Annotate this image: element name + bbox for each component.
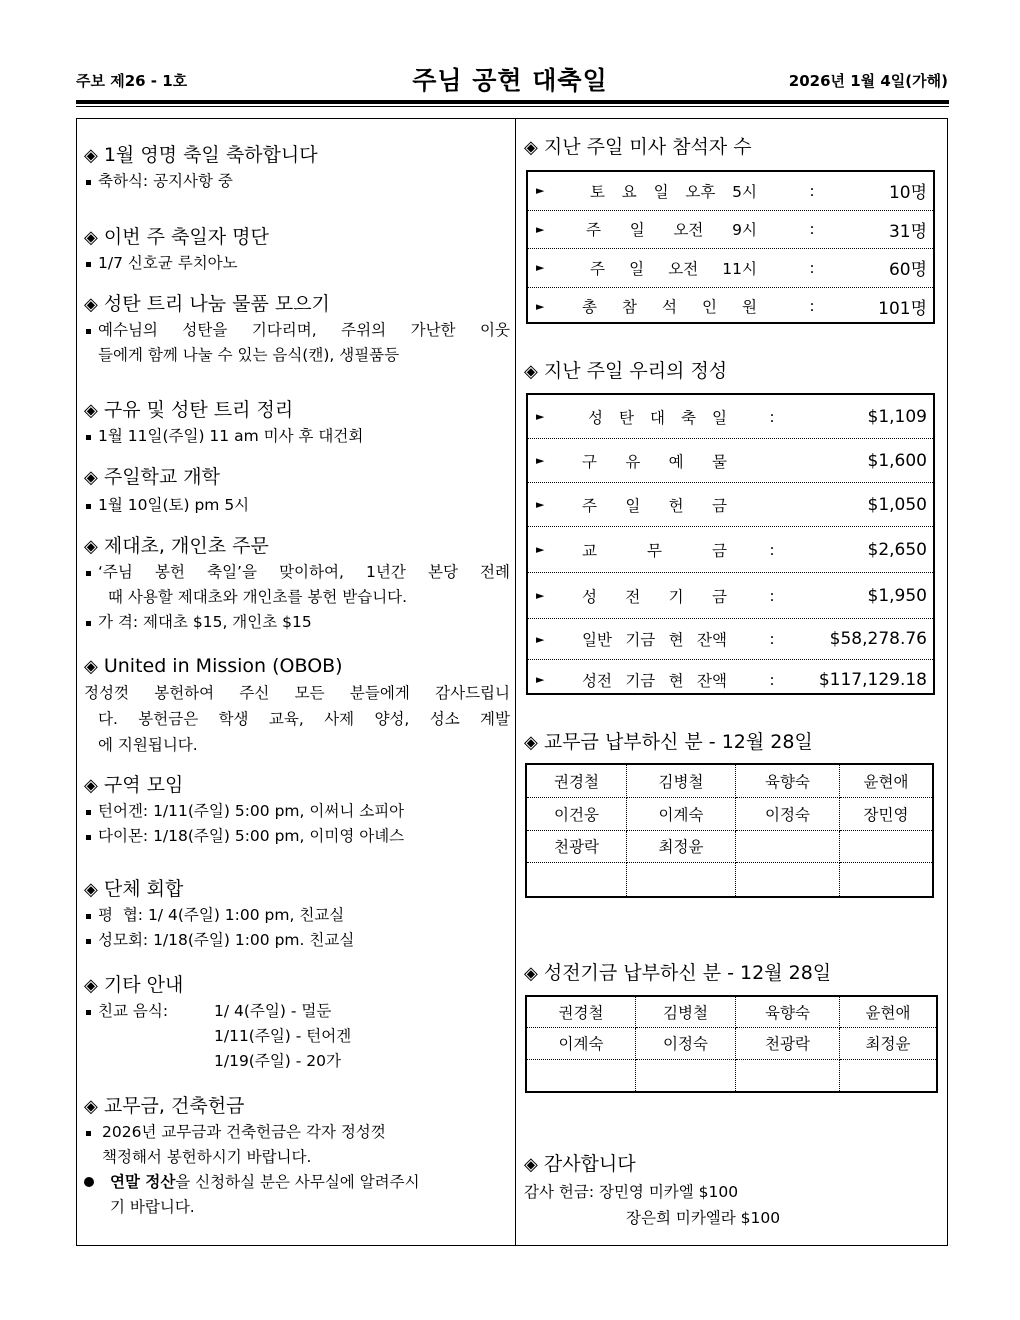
issue-date: 2026년 1월 4일(가해) bbox=[788, 72, 948, 90]
attendance-table bbox=[526, 170, 935, 324]
section-dues-building-fund bbox=[84, 1093, 510, 1220]
square-bullet-icon bbox=[86, 835, 91, 840]
attendance-value: 31명 bbox=[888, 221, 927, 242]
offering-balance-row bbox=[528, 660, 933, 699]
arrow-icon: ► bbox=[536, 299, 545, 313]
colon: : bbox=[769, 407, 775, 426]
page-title: 주님 공현 대축일 bbox=[412, 66, 608, 95]
item-text: 1월 10일(토) pm 5시 bbox=[98, 496, 250, 514]
item-text: 1/7 신호균 루치아노 bbox=[98, 254, 238, 272]
section-title: 성전기금 납부하신 분 - 12월 28일 bbox=[543, 962, 832, 984]
label-part: 일 bbox=[653, 182, 669, 201]
offering-row bbox=[528, 439, 933, 483]
name-cell: 최정윤 bbox=[840, 1028, 936, 1059]
name-cell bbox=[840, 831, 932, 864]
square-bullet-icon bbox=[86, 1131, 91, 1136]
label-part: 주 bbox=[582, 496, 597, 515]
label-part: 금 bbox=[712, 541, 727, 560]
item-text: 때 사용할 제대초와 개인초를 봉헌 받습니다. bbox=[108, 588, 408, 606]
name-cell: 김병철 bbox=[636, 997, 736, 1028]
diamond-icon: ◈ bbox=[84, 1096, 98, 1117]
colon: : bbox=[809, 297, 815, 316]
column-divider bbox=[515, 118, 516, 1246]
round-bullet-icon bbox=[84, 1177, 94, 1187]
name-cell bbox=[736, 1060, 840, 1091]
name-cell: 최정윤 bbox=[627, 831, 736, 864]
item-label: 친교 음식: bbox=[98, 1002, 169, 1020]
square-bullet-icon bbox=[86, 939, 91, 944]
section-other-notices bbox=[84, 972, 510, 1074]
label-part: 잔액 bbox=[697, 671, 727, 690]
item-text: 2026년 교무금과 건축헌금은 각자 정성껏 bbox=[102, 1123, 386, 1141]
name-cell: 권경철 bbox=[527, 765, 627, 798]
colon: : bbox=[809, 258, 815, 277]
section-title: 이번 주 축일자 명단 bbox=[103, 226, 269, 248]
offering-title bbox=[524, 358, 727, 385]
label-part: 일 bbox=[625, 496, 641, 515]
offering-row bbox=[528, 483, 933, 527]
item-text: 다. 봉헌금은 학생 교육, 사제 양성, 성소 계발 bbox=[98, 710, 510, 728]
arrow-icon: ► bbox=[536, 261, 545, 275]
item-text: 을 신청하실 분은 사무실에 알려주시 bbox=[175, 1173, 420, 1191]
label-part: 기금 bbox=[625, 671, 656, 690]
label-part: 원 bbox=[742, 298, 757, 317]
label-part: 잔액 bbox=[697, 631, 727, 649]
label-part: 예 bbox=[668, 452, 684, 471]
label-part: 금 bbox=[711, 496, 727, 515]
name-cell: 육향숙 bbox=[736, 765, 840, 798]
attendance-value: 60명 bbox=[888, 260, 927, 281]
label-part: 현 bbox=[668, 671, 684, 690]
label-part: 주 bbox=[590, 259, 605, 278]
section-title: 제대초, 개인초 주문 bbox=[103, 535, 269, 557]
item-text: ‘주님 봉헌 축일’을 맞이하여, 1년간 본당 전례 bbox=[98, 563, 510, 581]
diamond-icon: ◈ bbox=[84, 294, 98, 315]
dues-payers-table bbox=[525, 763, 934, 898]
label-part: 일 bbox=[629, 221, 645, 240]
item-text: 다이몬: 1/18(주일) 5:00 pm, 이미영 아녜스 bbox=[98, 827, 405, 845]
label-part: 금 bbox=[711, 587, 727, 606]
diamond-icon: ◈ bbox=[84, 467, 98, 488]
label-part: 토 bbox=[590, 182, 605, 201]
item-text: 평 협: 1/ 4(주일) 1:00 pm, 친교실 bbox=[98, 906, 345, 924]
header-rule bbox=[76, 100, 949, 104]
arrow-icon: ► bbox=[536, 222, 545, 236]
label-part: 오전 bbox=[668, 259, 699, 278]
section-feast-list bbox=[84, 224, 510, 276]
item-text: 기 바랍니다. bbox=[110, 1198, 195, 1216]
diamond-icon: ◈ bbox=[84, 775, 98, 796]
label-part: 탄 bbox=[619, 408, 634, 427]
name-cell bbox=[527, 1060, 636, 1091]
item-text: 예수님의 성탄을 기다리며, 주위의 가난한 이웃 bbox=[98, 321, 510, 339]
label-part: 현 bbox=[668, 631, 684, 649]
attendance-row bbox=[528, 249, 933, 288]
item-emphasis: 연말 정산 bbox=[110, 1173, 176, 1191]
offering-balance-row bbox=[528, 619, 933, 660]
diamond-icon: ◈ bbox=[84, 400, 98, 421]
label-part: 헌 bbox=[668, 496, 684, 515]
issue-number: 주보 제26 - 1호 bbox=[76, 72, 188, 90]
section-title: 지난 주일 우리의 정성 bbox=[543, 360, 728, 382]
attendance-row bbox=[528, 172, 933, 211]
offering-value: $2,650 bbox=[867, 539, 927, 560]
name-cell: 김병철 bbox=[627, 765, 736, 798]
item-text: 턴어겐: 1/11(주일) 5:00 pm, 이써니 소피아 bbox=[98, 802, 405, 820]
diamond-icon: ◈ bbox=[84, 536, 98, 557]
diamond-icon: ◈ bbox=[84, 656, 98, 677]
section-title: 기타 안내 bbox=[103, 974, 184, 996]
colon: : bbox=[769, 540, 775, 559]
label-part: 성전 bbox=[582, 671, 612, 690]
label-part: 축 bbox=[681, 408, 696, 427]
name-cell bbox=[736, 863, 840, 896]
thanks-line: 감사 헌금: 장민영 미카엘 $100 bbox=[524, 1183, 739, 1201]
label-part: 인 bbox=[702, 298, 717, 317]
label-part: 일 bbox=[712, 408, 727, 427]
square-bullet-icon bbox=[86, 180, 91, 185]
header-rule-thin bbox=[76, 106, 949, 107]
item-text: 가 격: 제대초 $15, 개인초 $15 bbox=[98, 613, 312, 631]
label-part: 교 bbox=[582, 541, 597, 560]
offering-row bbox=[528, 395, 933, 439]
offering-value: $1,600 bbox=[867, 450, 927, 471]
diamond-icon: ◈ bbox=[84, 227, 98, 248]
name-cell: 이건웅 bbox=[527, 798, 627, 831]
arrow-icon: ► bbox=[536, 498, 545, 511]
label-part: 기금 bbox=[625, 631, 656, 649]
label-part: 5시 bbox=[732, 182, 757, 201]
attendance-total-row bbox=[528, 288, 933, 326]
name-cell bbox=[627, 863, 736, 896]
item-text: 정성껏 봉헌하여 주신 모든 분들에게 감사드립니 bbox=[84, 684, 510, 702]
label-part: 9시 bbox=[732, 221, 757, 240]
attendance-row bbox=[528, 211, 933, 250]
item-text: 에 지원됩니다. bbox=[98, 736, 198, 754]
thanks-line: 장은희 미카엘라 $100 bbox=[626, 1209, 781, 1227]
label-part: 유 bbox=[625, 452, 641, 471]
label-part: 오전 bbox=[673, 221, 704, 240]
section-title: 감사합니다 bbox=[543, 1153, 636, 1175]
diamond-icon: ◈ bbox=[524, 963, 538, 984]
section-title: 교무금 납부하신 분 - 12월 28일 bbox=[543, 731, 813, 753]
label-part: 11시 bbox=[722, 259, 757, 278]
name-cell bbox=[840, 863, 932, 896]
item-text: 1/19(주일) - 20가 bbox=[214, 1052, 341, 1070]
label-part: 일 bbox=[629, 259, 645, 278]
attendance-title bbox=[524, 134, 752, 161]
label-part: 무 bbox=[647, 541, 662, 560]
name-cell: 장민영 bbox=[840, 798, 932, 831]
arrow-icon: ► bbox=[536, 184, 545, 198]
attendance-value: 101명 bbox=[878, 298, 927, 319]
arrow-icon: ► bbox=[536, 673, 545, 686]
label-part: 주 bbox=[586, 221, 601, 240]
square-bullet-icon bbox=[86, 504, 91, 509]
section-title: 구역 모임 bbox=[103, 774, 184, 796]
section-tree-donation bbox=[84, 291, 510, 368]
section-title: 구유 및 성탄 트리 정리 bbox=[103, 399, 294, 421]
label-part: 성 bbox=[588, 408, 603, 427]
section-group-meetings bbox=[84, 876, 510, 953]
square-bullet-icon bbox=[86, 571, 91, 576]
diamond-icon: ◈ bbox=[524, 1154, 538, 1175]
item-text: 1/11(주일) - 턴어겐 bbox=[214, 1027, 352, 1045]
colon: : bbox=[769, 586, 775, 605]
colon: : bbox=[769, 670, 775, 689]
square-bullet-icon bbox=[86, 329, 91, 334]
colon: : bbox=[809, 181, 815, 200]
item-text: 1월 11일(주일) 11 am 미사 후 대건회 bbox=[98, 427, 364, 445]
name-cell: 이계숙 bbox=[527, 1028, 636, 1059]
arrow-icon: ► bbox=[536, 543, 545, 556]
square-bullet-icon bbox=[86, 621, 91, 626]
section-title: 1월 영명 축일 축하합니다 bbox=[103, 144, 318, 166]
section-title: 성탄 트리 나눔 물품 모으기 bbox=[103, 293, 330, 315]
diamond-icon: ◈ bbox=[84, 145, 98, 166]
section-district-meeting bbox=[84, 772, 510, 849]
arrow-icon: ► bbox=[536, 589, 545, 602]
section-crib-cleanup bbox=[84, 397, 510, 449]
name-cell: 권경철 bbox=[527, 997, 636, 1028]
diamond-icon: ◈ bbox=[524, 732, 538, 753]
section-title: United in Mission (OBOB) bbox=[103, 655, 343, 677]
offering-value: $1,950 bbox=[867, 585, 927, 606]
item-text: 1/ 4(주일) - 멀둔 bbox=[214, 1002, 332, 1020]
attendance-value: 10명 bbox=[888, 183, 927, 204]
section-name-days bbox=[84, 142, 510, 194]
name-cell bbox=[736, 831, 840, 864]
dues-payers-title bbox=[524, 729, 813, 756]
label-part: 총 bbox=[582, 298, 597, 317]
name-cell: 이정숙 bbox=[636, 1028, 736, 1059]
section-title: 지난 주일 미사 참석자 수 bbox=[543, 136, 752, 158]
item-text: 성모회: 1/18(주일) 1:00 pm. 친교실 bbox=[98, 931, 355, 949]
label-part: 전 bbox=[625, 587, 641, 606]
diamond-icon: ◈ bbox=[524, 137, 538, 158]
label-part: 참 bbox=[622, 298, 637, 317]
offering-row bbox=[528, 573, 933, 619]
item-text: 들에게 함께 나눌 수 있는 음식(캔), 생필품등 bbox=[98, 346, 400, 364]
label-part: 구 bbox=[582, 452, 597, 471]
colon: : bbox=[809, 220, 815, 239]
label-part: 성 bbox=[582, 587, 597, 606]
offering-value: $117,129.18 bbox=[818, 669, 927, 690]
name-cell: 천광락 bbox=[527, 831, 627, 864]
label-part: 오후 bbox=[685, 182, 716, 201]
name-cell: 이계숙 bbox=[627, 798, 736, 831]
section-candle-order bbox=[84, 533, 510, 635]
offering-row bbox=[528, 527, 933, 573]
section-title: 단체 회합 bbox=[103, 878, 184, 900]
offering-value: $58,278.76 bbox=[829, 629, 927, 649]
label-part: 석 bbox=[662, 298, 677, 317]
label-part: 기 bbox=[668, 587, 684, 606]
label-part: 일반 bbox=[582, 631, 612, 649]
section-united-in-mission bbox=[84, 653, 510, 758]
square-bullet-icon bbox=[86, 914, 91, 919]
diamond-icon: ◈ bbox=[84, 975, 98, 996]
square-bullet-icon bbox=[86, 1010, 91, 1015]
arrow-icon: ► bbox=[536, 632, 545, 646]
section-title: 주일학교 개학 bbox=[103, 466, 221, 488]
colon: : bbox=[769, 630, 775, 648]
name-cell: 육향숙 bbox=[736, 997, 840, 1028]
diamond-icon: ◈ bbox=[524, 361, 538, 382]
name-cell: 천광락 bbox=[736, 1028, 840, 1059]
name-cell: 윤현애 bbox=[840, 765, 932, 798]
square-bullet-icon bbox=[86, 262, 91, 267]
square-bullet-icon bbox=[86, 435, 91, 440]
offering-value: $1,109 bbox=[867, 406, 927, 427]
name-cell bbox=[527, 863, 627, 896]
arrow-icon: ► bbox=[536, 410, 545, 423]
name-cell bbox=[840, 1060, 936, 1091]
name-cell: 이정숙 bbox=[736, 798, 840, 831]
label-part: 요 bbox=[621, 182, 637, 201]
label-part: 물 bbox=[711, 452, 727, 471]
arrow-icon: ► bbox=[536, 454, 545, 467]
diamond-icon: ◈ bbox=[84, 879, 98, 900]
item-text: 책정해서 봉헌하시기 바랍니다. bbox=[102, 1148, 312, 1166]
offering-table bbox=[526, 393, 935, 695]
thanks-title bbox=[524, 1151, 636, 1178]
offering-value: $1,050 bbox=[867, 494, 927, 515]
square-bullet-icon bbox=[86, 810, 91, 815]
label-part: 대 bbox=[650, 408, 665, 427]
building-payers-table bbox=[525, 995, 938, 1093]
item-text: 축하식: 공지사항 중 bbox=[98, 172, 233, 190]
name-cell: 윤현애 bbox=[840, 997, 936, 1028]
section-sunday-school bbox=[84, 464, 510, 518]
section-title: 교무금, 건축헌금 bbox=[103, 1095, 245, 1117]
building-payers-title bbox=[524, 960, 831, 987]
name-cell bbox=[636, 1060, 736, 1091]
